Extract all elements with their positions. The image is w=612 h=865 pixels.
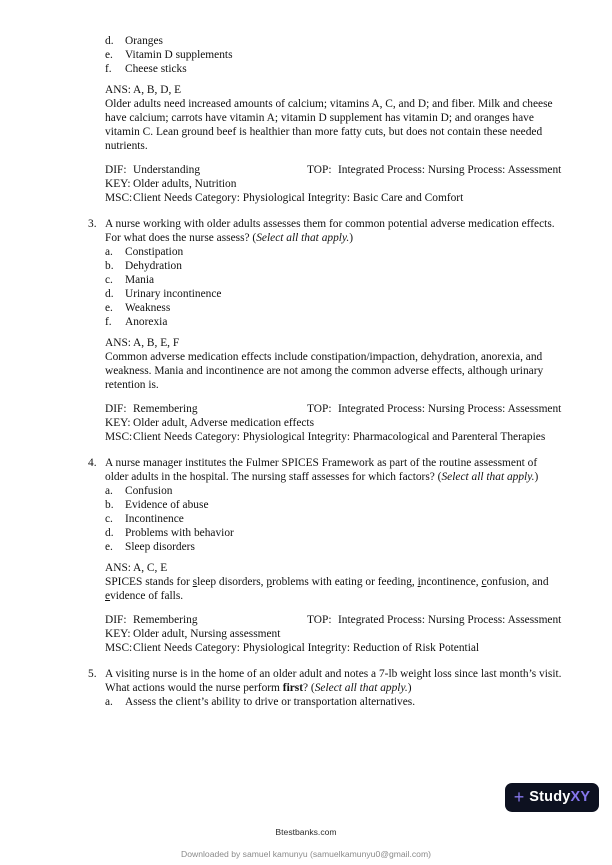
- answer-label: ANS:: [105, 337, 131, 349]
- option-text: Cheese sticks: [125, 63, 187, 75]
- answer-option: [105, 287, 563, 301]
- option-letter: d.: [105, 527, 114, 539]
- top-value: Integrated Process: Nursing Process: Assessment: [338, 403, 562, 415]
- key-label: KEY:: [105, 178, 131, 190]
- dif-top-row: [105, 402, 563, 416]
- dif-value: Understanding: [133, 164, 201, 176]
- option-text: Dehydration: [125, 260, 182, 272]
- key-label: KEY:: [105, 628, 131, 640]
- answer-option: [105, 498, 563, 512]
- question-stem: A nurse manager institutes the Fulmer SPICES Framework as part of the routine assessment of older adults in the hospital. The nursing staff assesses for which factors? (Select all that apply.): [105, 457, 539, 483]
- question-4: [88, 456, 563, 655]
- document-page-content: [88, 34, 563, 709]
- question-3-options: [105, 245, 563, 329]
- dif-label: DIF:: [105, 164, 127, 176]
- option-letter: d.: [105, 288, 114, 300]
- msc-label: MSC:: [105, 642, 133, 654]
- option-text: Sleep disorders: [125, 541, 195, 553]
- top-value: Integrated Process: Nursing Process: Assessment: [338, 614, 562, 626]
- msc-value: Client Needs Category: Physiological Integrity: Basic Care and Comfort: [133, 192, 464, 204]
- option-letter: d.: [105, 35, 114, 47]
- option-letter: a.: [105, 485, 113, 497]
- option-text: Anorexia: [125, 316, 168, 328]
- question-3-metadata: [105, 402, 563, 444]
- answer-option: [105, 695, 563, 709]
- studyxy-logo-badge: [505, 783, 599, 812]
- question-stem: A nurse working with older adults assesses them for common potential adverse medication effects. For what does the nurse assess? (Select all that apply.): [105, 218, 555, 244]
- option-letter: b.: [105, 260, 114, 272]
- question-number: 4.: [88, 457, 97, 469]
- question-2-answer-block: [105, 83, 563, 153]
- answer-option: [105, 301, 563, 315]
- brand-wordmark: [529, 790, 590, 805]
- answer-option: [105, 48, 563, 62]
- answer-value: A, B, E, F: [133, 337, 180, 349]
- rationale-text: Common adverse medication effects include constipation/impaction, dehydration, anorexia, and weakness. Mania and incontinence are not among the common adverse effects, although urinary retention is.: [105, 351, 544, 391]
- option-letter: e.: [105, 302, 113, 314]
- answer-option: [105, 315, 563, 329]
- top-group: [307, 163, 561, 177]
- answer-label: ANS:: [105, 84, 131, 96]
- msc-row: [105, 191, 563, 205]
- top-label: TOP:: [307, 403, 332, 415]
- option-text: Evidence of abuse: [125, 499, 209, 511]
- top-value: Integrated Process: Nursing Process: Assessment: [338, 164, 562, 176]
- option-text: Assess the client’s ability to drive or transportation alternatives.: [125, 696, 416, 708]
- key-row: [105, 416, 563, 430]
- option-letter: c.: [105, 513, 113, 525]
- msc-label: MSC:: [105, 431, 133, 443]
- option-text: Constipation: [125, 246, 184, 258]
- option-text: Confusion: [125, 485, 173, 497]
- option-text: Oranges: [125, 35, 163, 47]
- key-row: [105, 627, 563, 641]
- answer-option: [105, 526, 563, 540]
- footer-downloaded-by: Downloaded by samuel kamunyu (samuelkamunyu0@gmail.com): [181, 849, 431, 859]
- option-letter: e.: [105, 541, 113, 553]
- answer-option: [105, 484, 563, 498]
- question-5-options: [105, 695, 563, 709]
- answer-option: [105, 259, 563, 273]
- answer-line: [105, 83, 563, 97]
- answer-option: [105, 512, 563, 526]
- dif-value: Remembering: [133, 403, 198, 415]
- option-letter: b.: [105, 499, 114, 511]
- top-group: [307, 402, 561, 416]
- key-row: [105, 177, 563, 191]
- dif-top-row: [105, 613, 563, 627]
- answer-option: [105, 273, 563, 287]
- option-text: Urinary incontinence: [125, 288, 222, 300]
- msc-label: MSC:: [105, 192, 133, 204]
- option-letter: a.: [105, 246, 113, 258]
- question-4-answer-block: [105, 561, 563, 603]
- option-letter: c.: [105, 274, 113, 286]
- answer-label: ANS:: [105, 562, 131, 574]
- answer-value: A, C, E: [133, 562, 168, 574]
- brand-xy-text: XY: [570, 789, 591, 805]
- plus-icon: +: [513, 786, 525, 807]
- dif-label: DIF:: [105, 614, 127, 626]
- key-value: Older adults, Nutrition: [133, 178, 237, 190]
- option-text: Incontinence: [125, 513, 184, 525]
- option-letter: f.: [105, 63, 112, 75]
- msc-value: Client Needs Category: Physiological Integrity: Reduction of Risk Potential: [133, 642, 480, 654]
- answer-option: [105, 62, 563, 76]
- answer-line: [105, 561, 563, 575]
- top-label: TOP:: [307, 614, 332, 626]
- top-label: TOP:: [307, 164, 332, 176]
- dif-top-row: [105, 163, 563, 177]
- answer-option: [105, 245, 563, 259]
- rationale-text: Older adults need increased amounts of calcium; vitamins A, C, and D; and fiber. Milk and cheese have calcium; carrots have vitamin A; vitamin D supplement has vitamin D; and oranges have vitamin C. Lean ground beef is healthier than more fatty cuts, but does not contain these needed nutrients.: [105, 98, 553, 152]
- question-number: 3.: [88, 218, 97, 230]
- dif-value: Remembering: [133, 614, 198, 626]
- question-5: [88, 667, 563, 709]
- footer-site-name: Btestbanks.com: [275, 827, 337, 837]
- option-text: Weakness: [125, 302, 171, 314]
- answer-option: [105, 34, 563, 48]
- rationale-text: SPICES stands for sleep disorders, problems with eating or feeding, incontinence, confusion, and evidence of falls.: [105, 576, 549, 602]
- dif-label: DIF:: [105, 403, 127, 415]
- msc-value: Client Needs Category: Physiological Integrity: Pharmacological and Parenteral Therapies: [133, 431, 546, 443]
- question-4-metadata: [105, 613, 563, 655]
- option-text: Problems with behavior: [125, 527, 234, 539]
- msc-row: [105, 430, 563, 444]
- question-number: 5.: [88, 668, 97, 680]
- question-3: [88, 217, 563, 444]
- question-3-answer-block: [105, 336, 563, 392]
- question-4-options: [105, 484, 563, 554]
- option-text: Mania: [125, 274, 155, 286]
- top-group: [307, 613, 561, 627]
- key-value: Older adult, Nursing assessment: [133, 628, 281, 640]
- question-2-options: [105, 34, 563, 76]
- question-2-metadata: [105, 163, 563, 205]
- key-value: Older adult, Adverse medication effects: [133, 417, 315, 429]
- option-letter: f.: [105, 316, 112, 328]
- option-letter: a.: [105, 696, 113, 708]
- answer-option: [105, 540, 563, 554]
- key-label: KEY:: [105, 417, 131, 429]
- option-text: Vitamin D supplements: [125, 49, 233, 61]
- msc-row: [105, 641, 563, 655]
- option-letter: e.: [105, 49, 113, 61]
- question-stem: A visiting nurse is in the home of an older adult and notes a 7-lb weight loss since last month’s visit. What actions would the nurse perform first? (Select all that apply.): [105, 668, 562, 694]
- answer-value: A, B, D, E: [133, 84, 182, 96]
- question-2-tail: [105, 34, 563, 205]
- answer-line: [105, 336, 563, 350]
- brand-study-text: Study: [529, 789, 571, 805]
